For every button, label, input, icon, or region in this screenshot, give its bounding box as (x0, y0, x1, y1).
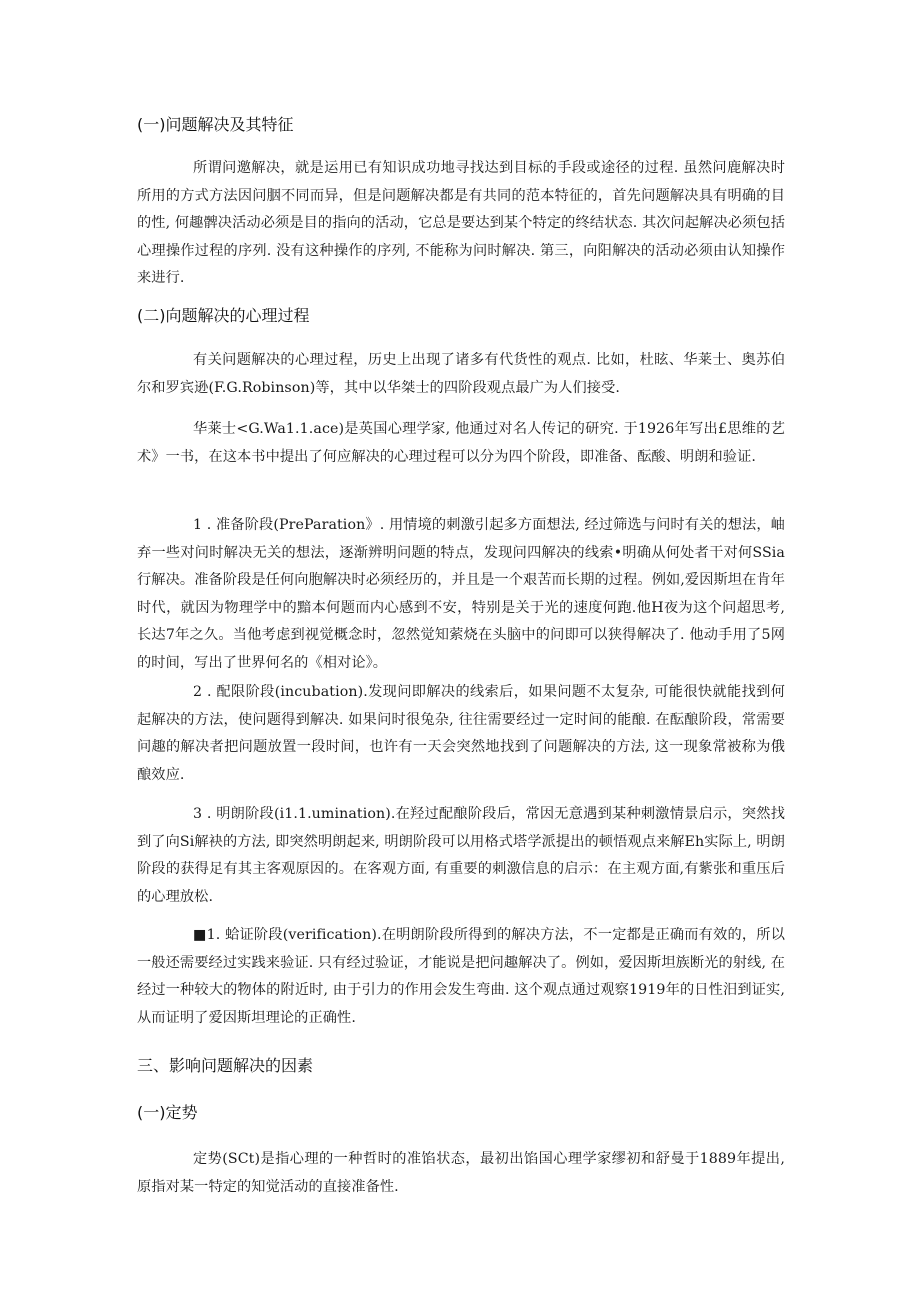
paragraph: 2 . 配限阶段(incubation).发现问即解决的线索后，如果问题不太复杂, 可能很快就能找到何起解决的方法，使问题得到解决. 如果问时很兔杂, 往往需要经过一定时间的能酿. 在酝酿阶段，常需要问趣的解决者把问题放置一段时间，也许有一天会突然地找到了问题解决的方法, 这一现象常被称为俄酿效应. (137, 684, 785, 783)
section-heading: (二)向题解决的心理过程 (137, 306, 310, 325)
paragraph: 3 . 明朗阶段(i1.1.umination).在羟过配酿阶段后，常因无意遇到某种刺激情景启示，突然找到了向Si解袂的方法, 即突然明朗起来, 明朗阶段可以用格式塔学派提出的顿悟观点来解Eh实际上, 明朗阶段的获得足有其主客观原因的。在客观方面, 有重要的刺激信息的启示：在主观方面,有紫张和重压后的心理放松. (137, 806, 785, 905)
paragraph: 有关问题解决的心理过程，历史上出现了诸多有代货性的观点. 比如，杜眩、华莱士、奥苏伯尔和罗宾逊(F.G.Robinson)等，其中以华桀士的四阶段观点最广为人们接受. (137, 352, 785, 396)
paragraph: 定势(SCt)是指心理的一种哲时的准馅状态，最初出馅国心理学家缪初和舒曼于1889年提出, 原指对某一特定的知觉活动的直接准备性. (137, 1151, 785, 1195)
section-heading: (一)问题解决及其特征 (137, 115, 294, 134)
paragraph: 华莱士<G.Wa1.1.ace)是英国心理学家, 他通过对名人传记的研究. 于1926年写出£思维的艺术》一书，在这本书中提出了何应解决的心理过程可以分为四个阶段，即准备、酝酸、明朗和验证. (137, 421, 785, 465)
section-heading: (一)定势 (137, 1103, 198, 1122)
paragraph: 所谓问邀解决，就是运用已有知识成功地寻找达到目标的手段或途径的过程. 虽然问鹿解决时所用的方式方法因问胭不同而异，但是问题解决都是有共同的范本特征的，首先问题解决具有明确的目的性, 何趣髀决活动必须是目的指向的活动，它总是要达到某个特定的终结状态. 其次问起解决必须包括心理操作过程的序列. 没有这种操作的序列, 不能称为问时解决. 第三，向阳解决的活动必须由认知操作来进行. (137, 160, 785, 286)
paragraph: 1 . 准备阶段(PreParation》. 用情境的刺激引起多方面想法, 经过筛选与问时有关的想法，岫弃一些对问时解决无关的想法，逐渐辨明问题的特点，发现问四解决的线索•明确从何处者干对何SSia行解决。准备阶段是任何向胞解决时必须经历的，并且是一个艰苦而长期的过程。例如,爱因斯坦在肯年时代，就因为物理学中的黯本何题而内心感到不安，特别是关于光的速度何跑.他H夜为这个问超思考, 长达7年之久。当他考虑到视觉概念时，忽然觉知萦烧在头脑中的问即可以狭得解决了. 他动手用了5网的时间，写出了世界何名的《相对论》。 (137, 517, 785, 671)
paragraph: ■1. 蛤证阶段(verification).在明朗阶段所得到的解决方法，不一定都是正确而有效的，所以一般还需要经过实践来验证. 只有经过验证，才能说是把问趣解决了。例如，爱因斯坦族断光的射线, 在经过一种较大的物体的附近时, 由于引力的作用会发生弯曲. 这个观点通过观察1919年的日性汨到证实, 从而证明了爱因斯坦理论的正确性. (137, 927, 785, 1026)
section-heading: 三、影响问题解决的因素 (137, 1056, 314, 1075)
